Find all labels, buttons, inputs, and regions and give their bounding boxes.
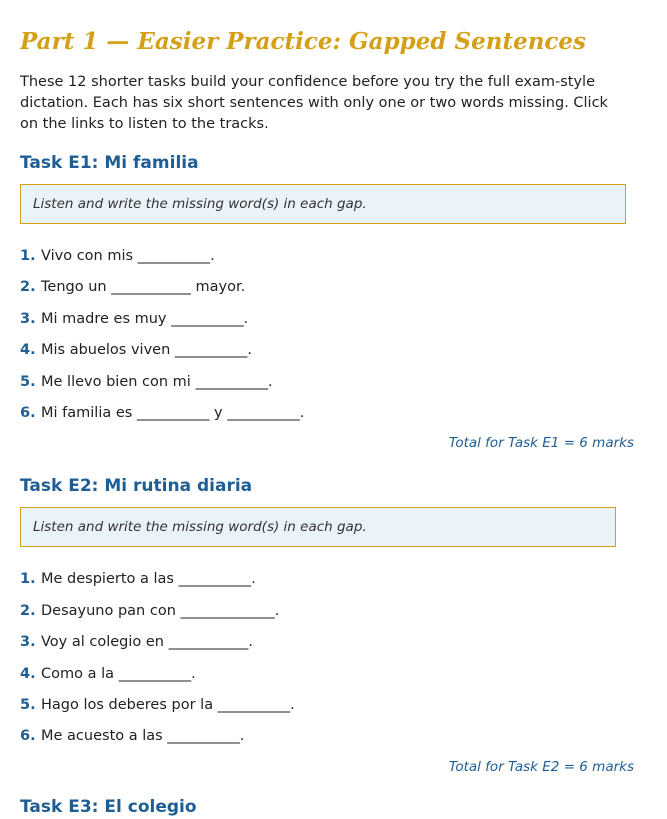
item-text: Mis abuelos viven __________. bbox=[41, 342, 252, 359]
list-item bbox=[20, 632, 630, 652]
item-number: 6. bbox=[20, 728, 36, 745]
worksheet-page bbox=[20, 26, 634, 798]
task-total: Total for Task E1 = 6 marks bbox=[448, 435, 634, 452]
item-number: 2. bbox=[20, 279, 36, 296]
item-text: Me despierto a las __________. bbox=[41, 571, 256, 588]
next-task-title: Task E3: El colegio bbox=[20, 797, 197, 817]
item-number: 5. bbox=[20, 696, 36, 713]
item-text: Como a la __________. bbox=[41, 665, 196, 682]
task-e1 bbox=[20, 151, 634, 452]
item-text: Mi familia es __________ y __________. bbox=[41, 404, 305, 421]
list-item bbox=[20, 309, 630, 329]
item-text: Me llevo bien con mi __________. bbox=[41, 373, 273, 390]
sentence-list bbox=[20, 569, 630, 746]
item-number: 6. bbox=[20, 404, 36, 421]
item-number: 2. bbox=[20, 602, 36, 619]
item-number: 5. bbox=[20, 373, 36, 390]
task-title: Task E1: Mi familia bbox=[20, 153, 199, 173]
list-item bbox=[20, 695, 630, 715]
item-number: 3. bbox=[20, 634, 36, 651]
item-text: Hago los deberes por la __________. bbox=[41, 696, 295, 713]
item-number: 1. bbox=[20, 248, 36, 264]
list-item bbox=[20, 569, 630, 589]
list-item bbox=[20, 246, 630, 266]
list-item bbox=[20, 726, 630, 746]
item-number: 3. bbox=[20, 310, 36, 327]
task-title: Task E2: Mi rutina diaria bbox=[20, 476, 253, 497]
item-number: 1. bbox=[20, 571, 36, 588]
list-item bbox=[20, 403, 630, 423]
list-item bbox=[20, 340, 630, 360]
list-item bbox=[20, 277, 630, 297]
instruction-box: Listen and write the missing word(s) in each gap. bbox=[20, 507, 616, 547]
instruction-box: Listen and write the missing word(s) in each gap. bbox=[20, 184, 626, 224]
item-text: Vivo con mis __________. bbox=[41, 248, 215, 264]
item-text: Voy al colegio en ___________. bbox=[41, 634, 253, 651]
list-item bbox=[20, 664, 630, 684]
item-text: Me acuesto a las __________. bbox=[41, 728, 245, 745]
item-text: Mi madre es muy __________. bbox=[41, 310, 249, 327]
task-total: Total for Task E2 = 6 marks bbox=[448, 758, 634, 775]
item-number: 4. bbox=[20, 342, 36, 359]
item-number: 4. bbox=[20, 665, 36, 682]
task-e2 bbox=[20, 474, 634, 775]
sentence-list bbox=[20, 246, 630, 423]
part-title: Part 1 — Easier Practice: Gapped Sentences bbox=[20, 28, 587, 55]
list-item bbox=[20, 601, 630, 621]
intro-paragraph: These 12 shorter tasks build your confidence before you try the full exam-style dictation. Each has six short sentences with only one or two words missing. Click on the links to listen to the tracks. bbox=[20, 74, 608, 132]
item-text: Tengo un ___________ mayor. bbox=[41, 279, 246, 296]
item-text: Desayuno pan con _____________. bbox=[41, 602, 280, 619]
list-item bbox=[20, 372, 630, 392]
